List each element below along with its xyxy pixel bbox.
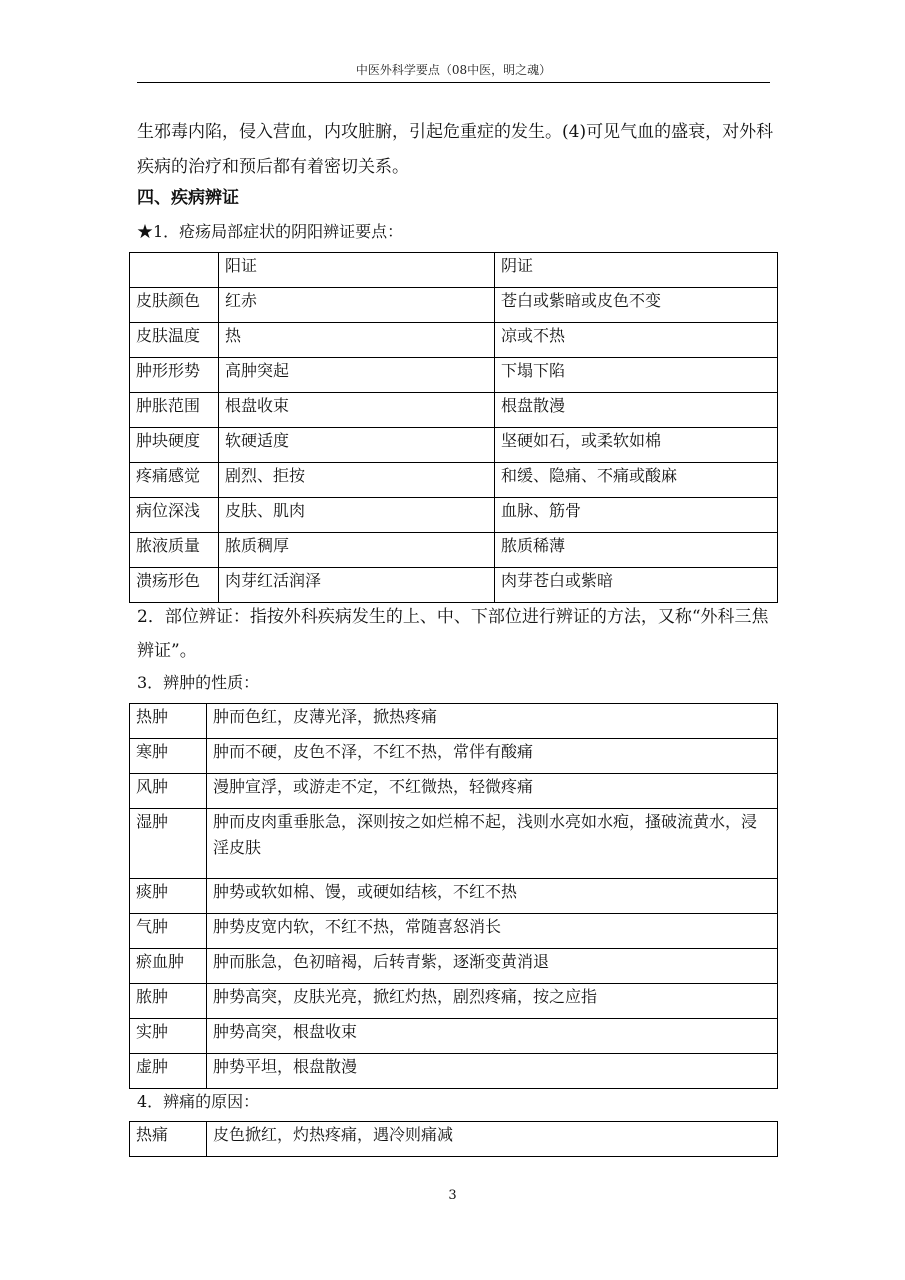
table-cell: 红赤 <box>219 288 495 323</box>
row-label-cell: 虚肿 <box>130 1054 207 1089</box>
swelling-table <box>129 703 778 1089</box>
table-cell: 血脉、筋骨 <box>495 498 778 533</box>
table-row <box>130 879 778 914</box>
table-row <box>130 1122 778 1157</box>
table-header-cell: 阳证 <box>219 253 495 288</box>
item4-title: 4．辨痛的原因： <box>137 1092 260 1111</box>
table-row <box>130 704 778 739</box>
section-heading: 四、疾病辨证 <box>137 188 239 208</box>
table-row <box>130 358 778 393</box>
table-cell: 肿而皮肉重垂胀急，深则按之如烂棉不起，浅则水亮如水疱，搔破流黄水，浸淫皮肤 <box>207 809 778 879</box>
row-label-cell: 肿块硬度 <box>130 428 219 463</box>
table-row <box>130 288 778 323</box>
table-cell: 肿势皮宽内软，不红不热，常随喜怒消长 <box>207 914 778 949</box>
row-label-cell: 湿肿 <box>130 809 207 879</box>
table-cell: 肿而色红，皮薄光泽，掀热疼痛 <box>207 704 778 739</box>
table-header-cell: 阴证 <box>495 253 778 288</box>
row-label-cell: 热痛 <box>130 1122 207 1157</box>
row-label-cell: 皮肤颜色 <box>130 288 219 323</box>
table-cell: 脓质稀薄 <box>495 533 778 568</box>
row-label-cell: 溃疡形色 <box>130 568 219 603</box>
table-cell: 肉芽红活润泽 <box>219 568 495 603</box>
table-row <box>130 463 778 498</box>
table-row <box>130 393 778 428</box>
table-row <box>130 739 778 774</box>
page-number: 3 <box>448 1188 457 1203</box>
table-row <box>130 568 778 603</box>
table-cell: 脓质稠厚 <box>219 533 495 568</box>
header-title: 中医外科学要点（08中医，明之魂） <box>355 63 552 77</box>
table-cell: 根盘收束 <box>219 393 495 428</box>
table-cell: 漫肿宣浮，或游走不定，不红微热，轻微疼痛 <box>207 774 778 809</box>
table-cell: 高肿突起 <box>219 358 495 393</box>
row-label-cell: 疼痛感觉 <box>130 463 219 498</box>
row-label-cell: 寒肿 <box>130 739 207 774</box>
item2-text: 2．部位辨证：指按外科疾病发生的上、中、下部位进行辨证的方法，又称“外科三焦辨证”。 <box>137 607 769 661</box>
row-label-cell: 皮肤温度 <box>130 323 219 358</box>
row-label-cell: 痰肿 <box>130 879 207 914</box>
row-label-cell: 肿形形势 <box>130 358 219 393</box>
table-row <box>130 1054 778 1089</box>
table-cell: 根盘散漫 <box>495 393 778 428</box>
table-header-row <box>130 253 778 288</box>
row-label-cell: 热肿 <box>130 704 207 739</box>
intro-paragraph: 生邪毒内陷，侵入营血，内攻脏腑，引起危重症的发生。(4)可见气血的盛衰，对外科疾病的治疗和预后都有着密切关系。 <box>137 122 774 177</box>
table-cell: 剧烈、拒按 <box>219 463 495 498</box>
table-cell: 苍白或紫暗或皮色不变 <box>495 288 778 323</box>
table-row <box>130 774 778 809</box>
table-cell: 皮肤、肌肉 <box>219 498 495 533</box>
table-cell: 坚硬如石，或柔软如棉 <box>495 428 778 463</box>
table-cell: 肿势高突，皮肤光亮，掀红灼热，剧烈疼痛，按之应指 <box>207 984 778 1019</box>
page-header <box>137 60 770 83</box>
row-label-cell: 实肿 <box>130 1019 207 1054</box>
row-label-cell: 气肿 <box>130 914 207 949</box>
item3-title: 3．辨肿的性质： <box>137 673 260 692</box>
row-label-cell: 病位深浅 <box>130 498 219 533</box>
table-row <box>130 323 778 358</box>
table-cell: 软硬适度 <box>219 428 495 463</box>
table-row <box>130 914 778 949</box>
row-label-cell: 瘀血肿 <box>130 949 207 984</box>
table-cell: 下塌下陷 <box>495 358 778 393</box>
row-label-cell: 脓液质量 <box>130 533 219 568</box>
pain-table <box>129 1121 778 1157</box>
table-cell: 和缓、隐痛、不痛或酸麻 <box>495 463 778 498</box>
row-label-cell: 风肿 <box>130 774 207 809</box>
table-cell: 肉芽苍白或紫暗 <box>495 568 778 603</box>
table-cell: 皮色掀红，灼热疼痛，遇冷则痛减 <box>207 1122 778 1157</box>
table-header-cell <box>130 253 219 288</box>
yin-yang-table <box>129 252 778 603</box>
table-row <box>130 809 778 879</box>
table-row <box>130 984 778 1019</box>
table-cell: 肿势平坦，根盘散漫 <box>207 1054 778 1089</box>
table-row <box>130 1019 778 1054</box>
table-cell: 热 <box>219 323 495 358</box>
row-label-cell: 肿胀范围 <box>130 393 219 428</box>
table-cell: 肿势或软如棉、馒，或硬如结核，不红不热 <box>207 879 778 914</box>
table-row <box>130 949 778 984</box>
table-cell: 肿势高突，根盘收束 <box>207 1019 778 1054</box>
table-row <box>130 533 778 568</box>
table-cell: 肿而胀急，色初暗褐，后转青紫，逐渐变黄消退 <box>207 949 778 984</box>
table-row <box>130 498 778 533</box>
item1-title: ★1．疮疡局部症状的阴阳辨证要点： <box>137 222 404 241</box>
row-label-cell: 脓肿 <box>130 984 207 1019</box>
table-cell: 凉或不热 <box>495 323 778 358</box>
table-row <box>130 428 778 463</box>
table-cell: 肿而不硬，皮色不泽，不红不热，常伴有酸痛 <box>207 739 778 774</box>
